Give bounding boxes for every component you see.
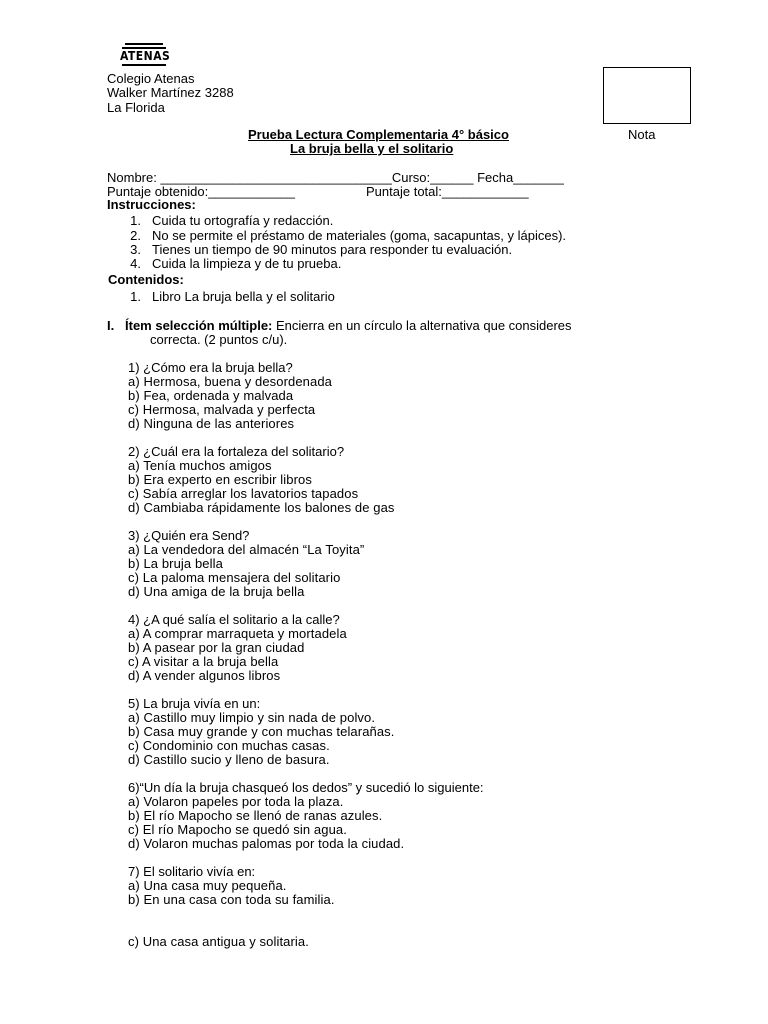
instruction-item: No se permite el préstamo de materiales (goma, sacapuntas, y lápices). bbox=[152, 228, 567, 243]
answer-option[interactable]: d) A vender algunos libros bbox=[128, 668, 281, 683]
student-info-line: Nombre: ________________________________Curso:______ Fecha_______ bbox=[107, 170, 564, 185]
test-title: Prueba Lectura Complementaria 4° básico bbox=[248, 127, 509, 142]
score-obtained-field: Puntaje obtenido:____________ bbox=[107, 184, 295, 199]
answer-option[interactable]: c) Hermosa, malvada y perfecta bbox=[128, 402, 316, 417]
school-address: Walker Martínez 3288 bbox=[107, 85, 234, 100]
question-text: 3) ¿Quién era Send? bbox=[128, 528, 250, 543]
answer-option[interactable]: d) Castillo sucio y lleno de basura. bbox=[128, 752, 330, 767]
question-text: 5) La bruja vivía en un: bbox=[128, 696, 261, 711]
answer-option[interactable]: c) Una casa antigua y solitaria. bbox=[128, 934, 309, 949]
answer-option[interactable]: d) Volaron muchas palomas por toda la ciudad. bbox=[128, 836, 405, 851]
answer-option[interactable]: a) A comprar marraqueta y mortadela bbox=[128, 626, 347, 641]
instruction-item: Tienes un tiempo de 90 minutos para responder tu evaluación. bbox=[152, 242, 513, 257]
answer-option[interactable]: b) La bruja bella bbox=[128, 556, 223, 571]
answer-option[interactable]: a) Castillo muy limpio y sin nada de polvo. bbox=[128, 710, 376, 725]
instruction-item: Cuida la limpieza y de tu prueba. bbox=[152, 256, 342, 271]
section-numeral: I. bbox=[107, 318, 115, 333]
question-text: 1) ¿Cómo era la bruja bella? bbox=[128, 360, 293, 375]
instruction-item: Cuida tu ortografía y redacción. bbox=[152, 213, 334, 228]
contents-item: Libro La bruja bella y el solitario bbox=[152, 289, 335, 304]
grade-box bbox=[603, 67, 691, 124]
answer-option[interactable]: c) Condominio con muchas casas. bbox=[128, 738, 330, 753]
section-instruction-line bbox=[125, 319, 572, 333]
answer-option[interactable]: a) Una casa muy pequeña. bbox=[128, 878, 287, 893]
answer-option[interactable]: b) Era experto en escribir libros bbox=[128, 472, 312, 487]
instruction-number: 3. bbox=[130, 242, 141, 257]
section-instruction-cont: correcta. (2 puntos c/u). bbox=[150, 332, 288, 347]
logo-roof-line bbox=[125, 43, 163, 45]
question-text: 2) ¿Cuál era la fortaleza del solitario? bbox=[128, 444, 345, 459]
logo-base-line bbox=[122, 64, 166, 66]
answer-option[interactable]: a) Tenía muchos amigos bbox=[128, 458, 272, 473]
answer-option[interactable]: b) En una casa con toda su familia. bbox=[128, 892, 335, 907]
answer-option[interactable]: a) La vendedora del almacén “La Toyita” bbox=[128, 542, 365, 557]
section-instruction: Encierra en un círculo la alternativa que consideres bbox=[272, 318, 572, 333]
instruction-number: 2. bbox=[130, 228, 141, 243]
school-logo bbox=[120, 43, 170, 70]
question-text: 7) El solitario vivía en: bbox=[128, 864, 256, 879]
answer-option[interactable]: d) Cambiaba rápidamente los balones de gas bbox=[128, 500, 395, 515]
answer-option[interactable]: d) Una amiga de la bruja bella bbox=[128, 584, 305, 599]
answer-option[interactable]: c) La paloma mensajera del solitario bbox=[128, 570, 341, 585]
answer-option[interactable]: b) Fea, ordenada y malvada bbox=[128, 388, 294, 403]
answer-option[interactable]: c) El río Mapocho se quedó sin agua. bbox=[128, 822, 347, 837]
answer-option[interactable]: b) A pasear por la gran ciudad bbox=[128, 640, 305, 655]
school-district: La Florida bbox=[107, 100, 165, 115]
school-name: Colegio Atenas bbox=[107, 71, 195, 86]
answer-option[interactable]: d) Ninguna de las anteriores bbox=[128, 416, 295, 431]
nota-label: Nota bbox=[628, 127, 656, 142]
contents-heading: Contenidos: bbox=[108, 272, 184, 287]
section-title: Ítem selección múltiple: bbox=[125, 318, 273, 333]
answer-option[interactable]: c) A visitar a la bruja bella bbox=[128, 654, 279, 669]
instruction-number: 1. bbox=[130, 213, 141, 228]
contents-item-number: 1. bbox=[130, 289, 141, 304]
answer-option[interactable]: a) Hermosa, buena y desordenada bbox=[128, 374, 333, 389]
test-subtitle: La bruja bella y el solitario bbox=[290, 141, 454, 156]
answer-option[interactable]: c) Sabía arreglar los lavatorios tapados bbox=[128, 486, 359, 501]
question-text: 4) ¿A qué salía el solitario a la calle? bbox=[128, 612, 340, 627]
answer-option[interactable]: b) Casa muy grande y con muchas telarañas. bbox=[128, 724, 395, 739]
instruction-number: 4. bbox=[130, 256, 141, 271]
answer-option[interactable]: a) Volaron papeles por toda la plaza. bbox=[128, 794, 344, 809]
answer-option[interactable]: b) El río Mapocho se llenó de ranas azules. bbox=[128, 808, 383, 823]
instructions-heading: Instrucciones: bbox=[107, 197, 196, 212]
logo-text: ATENAS bbox=[120, 49, 171, 63]
score-total-field: Puntaje total:____________ bbox=[366, 184, 529, 199]
question-text: 6)“Un día la bruja chasqueó los dedos” y sucedió lo siguiente: bbox=[128, 780, 484, 795]
